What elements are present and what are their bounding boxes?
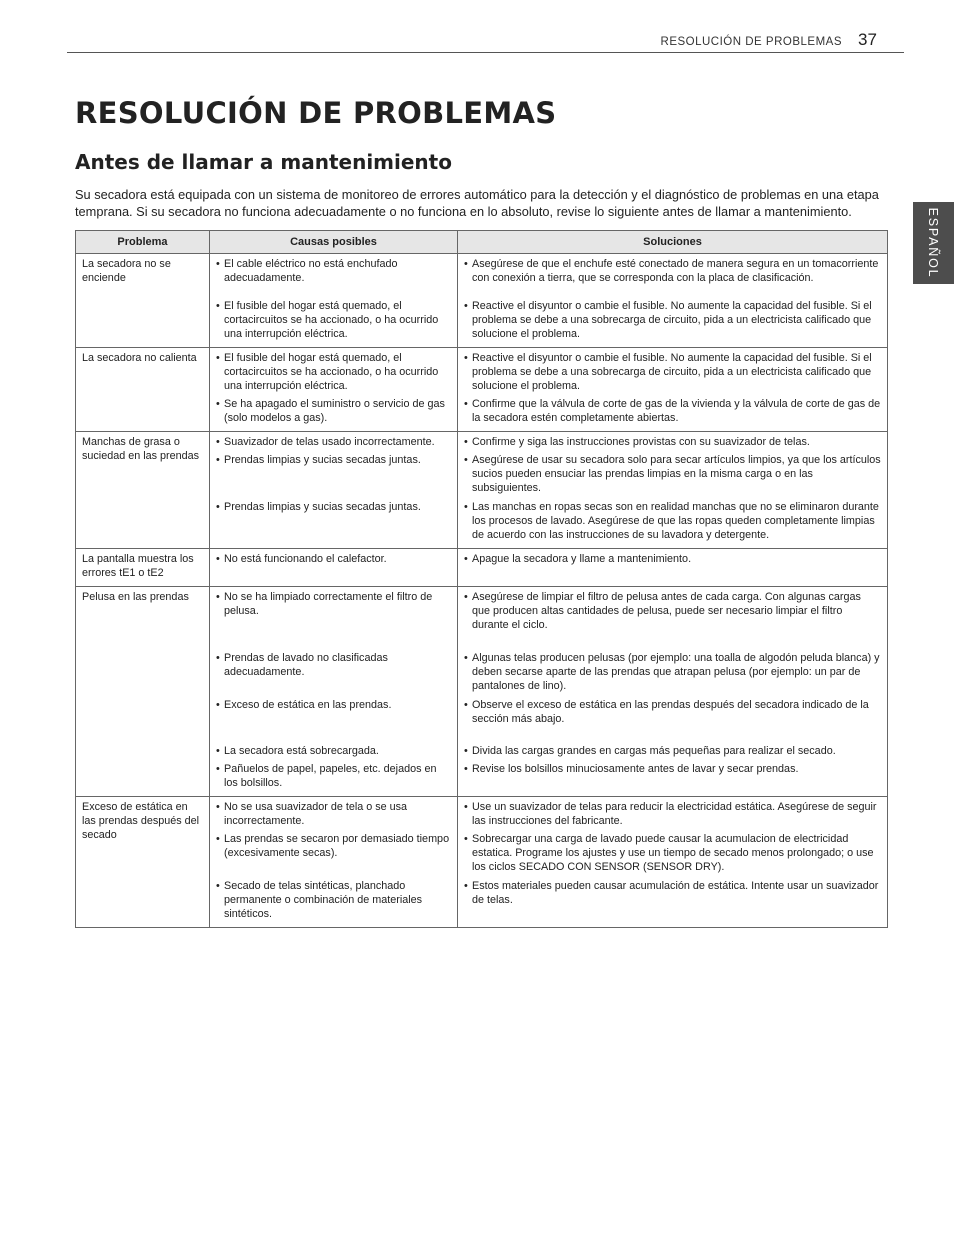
cause-item: • Exceso de estática en las prendas. [216,698,451,726]
causes-cell [210,432,458,549]
problem-cell [76,587,210,797]
cause-item: • Prendas limpias y sucias secadas juntas. [216,453,451,495]
problem-cell [76,797,210,928]
solution-item: • Algunas telas producen pelusas (por ejemplo: una toalla de algodón peluda blanca) y deben secarse aparte de las prendas que atrapan pelusa (por ejemplo: un par de pantalones de lino). [464,651,881,693]
running-header: RESOLUCIÓN DE PROBLEMAS [660,36,842,48]
cause-item: • No está funcionando el calefactor. [216,552,451,566]
problem-text: La secadora no calienta [82,352,197,364]
solution-item: • Use un suavizador de telas para reducir la electricidad estática. Asegúrese de seguir las instrucciones del fabricante. [464,800,881,828]
solutions-cell [458,549,888,587]
column-header-causes: Causas posibles [210,231,458,254]
problem-cell [76,432,210,549]
cause-item: • El fusible del hogar está quemado, el cortacircuitos se ha accionado, o ha ocurrido una interrupción eléctrica. [216,299,451,341]
solutions-cell [458,432,888,549]
intro-paragraph: Su secadora está equipada con un sistema de monitoreo de errores automático para la detección y el diagnóstico de problemas en una etapa temprana. Si su secadora no funciona adecuadamente o no funciona en lo absoluto, revise lo siguiente antes de llamar a mantenimiento. [75,187,879,219]
table-row [76,797,888,928]
causes-cell [210,587,458,797]
solution-item: • Observe el exceso de estática en las prendas después del secadora indicado de la sección más abajo. [464,698,881,726]
table-row [76,587,888,797]
cause-item: • No se ha limpiado correctamente el filtro de pelusa. [216,590,451,632]
causes-cell [210,797,458,928]
language-tab-label: ESPAÑOL [926,207,940,279]
solution-item: • Confirme y siga las instrucciones provistas con su suavizador de telas. [464,435,881,449]
solution-item: • Asegúrese de limpiar el filtro de pelusa antes de cada carga. Con algunas cargas que producen altas cantidades de pelusa, puede ser necesario limpiar el filtro durante el ciclo. [464,590,881,632]
causes-cell [210,549,458,587]
table-body [76,254,888,928]
cause-item: • Prendas limpias y sucias secadas juntas. [216,500,451,542]
solution-item: • Sobrecargar una carga de lavado puede causar la acumulacion de electricidad estatica. Programe los ajustes y use un tiempo de secado menos prolongado; o use los ciclos SECADO CON SENSOR (SENSOR DRY). [464,832,881,874]
section-heading: Antes de llamar a mantenimiento [75,150,452,174]
table-row [76,549,888,587]
page-number: 37 [858,30,877,49]
column-header-solutions: Soluciones [458,231,888,254]
table-row [76,348,888,432]
cause-item: • Se ha apagado el suministro o servicio de gas (solo modelos a gas). [216,397,451,425]
column-header-problem: Problema [76,231,210,254]
cause-item: • Secado de telas sintéticas, planchado permanente o combinación de materiales sintéticos. [216,879,451,921]
solution-item: • Asegúrese de que el enchufe esté conectado de manera segura en un tomacorriente con conexión a tierra, que se corresponda con la placa de clasificación. [464,257,881,285]
solution-item: • Confirme que la válvula de corte de gas de la vivienda y la válvula de corte de gas de la secadora estén completamente abiertas. [464,397,881,425]
solution-item: • Apague la secadora y llame a mantenimiento. [464,552,881,566]
causes-cell [210,254,458,348]
solution-item: • Revise los bolsillos minuciosamente antes de lavar y secar prendas. [464,762,881,790]
cause-item: • El fusible del hogar está quemado, el cortacircuitos se ha accionado, o ha ocurrido una interrupción eléctrica. [216,351,451,393]
problem-cell [76,254,210,348]
table-row [76,254,888,348]
problem-text: La pantalla muestra los errores tE1 o tE2 [82,553,194,579]
table-header-row [76,231,888,254]
problem-text: Pelusa en las prendas [82,591,189,603]
cause-item: • No se usa suavizador de tela o se usa incorrectamente. [216,800,451,828]
problem-text: La secadora no se enciende [82,258,171,284]
cause-item: • Prendas de lavado no clasificadas adecuadamente. [216,651,451,693]
cause-item: • La secadora está sobrecargada. [216,744,451,758]
cause-item: • Suavizador de telas usado incorrectamente. [216,435,451,449]
solutions-cell [458,587,888,797]
cause-item: • El cable eléctrico no está enchufado adecuadamente. [216,257,451,285]
solutions-cell [458,254,888,348]
header-rule [67,52,904,53]
cause-item: • Las prendas se secaron por demasiado tiempo (excesivamente secas). [216,832,451,874]
solution-item: • Asegúrese de usar su secadora solo para secar artículos limpios, ya que los artículos sucios pueden ensuciar las prendas limpias en la misma carga o en las subsiguientes. [464,453,881,495]
troubleshooting-table [75,230,888,928]
language-tab [913,202,954,284]
solution-item: • Divida las cargas grandes en cargas más pequeñas para realizar el secado. [464,744,881,758]
cause-item: • Pañuelos de papel, papeles, etc. dejados en los bolsillos. [216,762,451,790]
solution-item: • Estos materiales pueden causar acumulación de estática. Intente usar un suavizador de telas. [464,879,881,921]
solution-item: • Reactive el disyuntor o cambie el fusible. No aumente la capacidad del fusible. Si el problema se debe a una sobrecarga de circuito, pida a un electricista calificado que solucione el problema. [464,351,881,393]
table-row [76,432,888,549]
solutions-cell [458,348,888,432]
problem-cell [76,549,210,587]
solutions-cell [458,797,888,928]
problem-text: Manchas de grasa o suciedad en las prendas [82,436,200,462]
solution-item: • Reactive el disyuntor o cambie el fusible. No aumente la capacidad del fusible. Si el problema se debe a una sobrecarga de circuito, pida a un electricista calificado que solucione el problema. [464,299,881,341]
problem-text: Exceso de estática en las prendas después del secado [82,801,200,841]
causes-cell [210,348,458,432]
page-title: RESOLUCIÓN DE PROBLEMAS [75,96,557,130]
problem-cell [76,348,210,432]
solution-item: • Las manchas en ropas secas son en realidad manchas que no se eliminaron durante los procesos de lavado. Asegúrese de que las ropas queden completamente limpias de acuerdo con las instrucciones de su lavadora y detergente. [464,500,881,542]
